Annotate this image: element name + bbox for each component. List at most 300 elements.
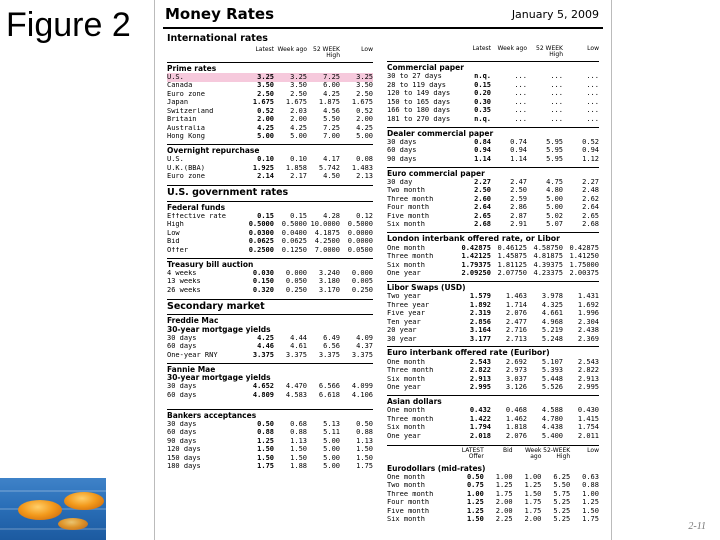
- table-row: [167, 124, 373, 133]
- row-label: 30 year: [387, 335, 417, 343]
- table-row: [167, 164, 373, 173]
- row-value: ...: [586, 72, 599, 81]
- row-value: 0.74: [510, 137, 527, 146]
- row-value: 0.52: [257, 106, 274, 115]
- row-value: 5.400: [541, 431, 563, 440]
- row-label: Six month: [387, 261, 425, 269]
- row-value: 3.177: [469, 334, 491, 343]
- table-row: [167, 229, 373, 238]
- row-value: 1.25: [524, 481, 542, 490]
- row-value: 1.25: [466, 506, 484, 515]
- row-value: 2.59: [510, 194, 527, 203]
- row-label: Five month: [387, 212, 430, 220]
- table-row: [167, 351, 373, 360]
- column-header: Latest Week ago 52 WEEK High Low: [255, 45, 373, 59]
- column-header-eurodollars: LATEST Offer Bid Week ago 52-WEEK High Low: [461, 446, 599, 460]
- row-value: 2.995: [577, 383, 599, 392]
- row-value: 1.75: [524, 498, 542, 507]
- row-value: ...: [514, 106, 527, 115]
- group-rows: [167, 212, 373, 255]
- row-value: 4.61: [290, 342, 307, 351]
- row-value: 5.50: [323, 115, 340, 124]
- row-value: 4.50: [323, 172, 340, 181]
- row-value: 0.15: [257, 211, 274, 220]
- row-value: n.q.: [474, 72, 491, 81]
- row-value: ...: [514, 97, 527, 106]
- table-row: [167, 383, 373, 392]
- table-row: [387, 367, 599, 376]
- row-value: 0.2500: [248, 245, 274, 254]
- table-row: [167, 334, 373, 343]
- row-value: 5.75: [553, 489, 571, 498]
- row-value: 1.45875: [497, 252, 527, 261]
- row-value: 2.64: [474, 203, 491, 212]
- row-value: 2.86: [510, 203, 527, 212]
- table-row: [167, 90, 373, 99]
- row-label: 181 to 270 days: [387, 115, 451, 123]
- row-value: 0.000: [285, 268, 307, 277]
- row-value: 5.248: [541, 334, 563, 343]
- row-value: 5.526: [541, 383, 563, 392]
- row-value: 0.10: [290, 155, 307, 164]
- table-row: [167, 73, 373, 82]
- row-value: 4.56: [323, 106, 340, 115]
- row-value: 2.00: [495, 506, 513, 515]
- row-value: 0.0625: [281, 237, 307, 246]
- row-value: 2.692: [505, 357, 527, 366]
- row-value: 2.62: [582, 194, 599, 203]
- row-label: Ten year: [387, 318, 421, 326]
- row-value: 2.011: [577, 431, 599, 440]
- row-label: 30 day: [387, 178, 413, 186]
- row-value: 3.25: [290, 72, 307, 81]
- row-value: 1.50: [257, 453, 274, 462]
- row-value: 3.978: [541, 292, 563, 301]
- row-value: 2.14: [257, 172, 274, 181]
- row-value: 0.5000: [347, 220, 373, 229]
- row-label: Euro zone: [167, 173, 205, 181]
- row-value: ...: [514, 80, 527, 89]
- row-value: 0.42875: [569, 243, 599, 252]
- row-value: 2.60: [474, 194, 491, 203]
- row-value: 5.742: [318, 163, 340, 172]
- table-row: [387, 178, 599, 187]
- row-value: ...: [550, 89, 563, 98]
- table-row: [167, 429, 373, 438]
- row-value: 1.463: [505, 292, 527, 301]
- table-row: [387, 90, 599, 99]
- row-label: 30 days: [167, 334, 197, 342]
- row-value: 0.0300: [248, 228, 274, 237]
- row-value: 5.11: [323, 428, 340, 437]
- row-value: 3.25: [257, 72, 274, 81]
- group-rows: [167, 383, 373, 400]
- row-value: 0.1250: [281, 245, 307, 254]
- group-rows: [387, 244, 599, 278]
- row-label: 60 days: [167, 429, 197, 437]
- row-value: 0.94: [582, 146, 599, 155]
- row-value: 1.41250: [569, 252, 599, 261]
- row-value: 1.00: [524, 472, 542, 481]
- row-value: 1.675: [285, 98, 307, 107]
- table-row: [167, 173, 373, 182]
- row-value: 6.00: [323, 81, 340, 90]
- row-value: 5.107: [541, 357, 563, 366]
- left-column: [167, 32, 373, 471]
- row-value: 5.00: [290, 132, 307, 141]
- table-row: [167, 391, 373, 400]
- row-value: 3.180: [318, 277, 340, 286]
- row-value: 0.10: [257, 155, 274, 164]
- table-row: [167, 420, 373, 429]
- row-value: 5.95: [546, 146, 563, 155]
- row-value: 4.809: [252, 390, 274, 399]
- table-row: [387, 309, 599, 318]
- row-value: 1.892: [469, 300, 491, 309]
- table-row: [387, 195, 599, 204]
- row-value: 1.996: [577, 309, 599, 318]
- row-value: 7.25: [323, 123, 340, 132]
- row-label: 90 days: [167, 437, 197, 445]
- row-value: 1.75: [257, 462, 274, 471]
- money-rates-table: [154, 0, 612, 540]
- group-title: Fannie Mae: [167, 363, 373, 374]
- row-label: One month: [387, 473, 425, 481]
- table-row: [167, 463, 373, 472]
- row-value: 5.393: [541, 366, 563, 375]
- row-label: Six month: [387, 424, 425, 432]
- row-label: Australia: [167, 124, 205, 132]
- table-row: [387, 358, 599, 367]
- row-value: 4.25: [356, 123, 373, 132]
- row-label: Four month: [387, 204, 430, 212]
- row-value: 1.75: [495, 489, 513, 498]
- row-value: ...: [586, 106, 599, 115]
- group-subtitle: 30-year mortgage yields: [167, 373, 271, 382]
- row-value: 1.14: [510, 154, 527, 163]
- row-value: 2.438: [577, 326, 599, 335]
- row-value: 4.09: [356, 333, 373, 342]
- row-value: 6.25: [553, 472, 571, 481]
- table-row: [167, 437, 373, 446]
- row-label: Offer: [167, 246, 189, 254]
- row-label: Three month: [387, 195, 434, 203]
- row-value: 5.50: [553, 481, 571, 490]
- row-value: ...: [550, 80, 563, 89]
- row-value: 0.52: [582, 137, 599, 146]
- row-value: 0.0000: [347, 237, 373, 246]
- row-value: 4.23375: [533, 269, 563, 278]
- row-value: 2.03: [290, 106, 307, 115]
- row-label: High: [167, 221, 184, 229]
- table-row: [387, 98, 599, 107]
- row-value: 1.692: [577, 300, 599, 309]
- row-value: 2.00: [495, 498, 513, 507]
- row-value: 2.995: [469, 383, 491, 392]
- group-rows: [387, 407, 599, 441]
- row-value: 1.579: [469, 292, 491, 301]
- row-value: ...: [550, 114, 563, 123]
- row-value: 0.20: [474, 89, 491, 98]
- group-title: Federal funds: [167, 201, 373, 212]
- table-row: [387, 244, 599, 253]
- row-value: 2.50: [356, 89, 373, 98]
- row-value: 0.88: [257, 428, 274, 437]
- row-value: 1.422: [469, 414, 491, 423]
- row-value: 2.17: [290, 172, 307, 181]
- row-value: 5.25: [553, 498, 571, 507]
- row-value: 6.618: [318, 390, 340, 399]
- row-label: 166 to 180 days: [387, 107, 451, 115]
- row-value: 2.48: [582, 186, 599, 195]
- row-value: 3.037: [505, 374, 527, 383]
- row-value: ...: [586, 89, 599, 98]
- row-value: 1.675: [252, 98, 274, 107]
- row-value: 5.00: [356, 132, 373, 141]
- page-number: 2-11: [688, 521, 706, 532]
- table-row: [167, 246, 373, 255]
- table-row: [387, 138, 599, 147]
- group-rows: [167, 156, 373, 182]
- row-label: Canada: [167, 82, 193, 90]
- group-rows: [167, 420, 373, 471]
- group-rows: [167, 73, 373, 141]
- row-value: 0.63: [582, 472, 599, 481]
- row-value: 2.68: [582, 220, 599, 229]
- row-value: 5.219: [541, 326, 563, 335]
- row-value: 0.000: [351, 268, 373, 277]
- row-value: 7.25: [323, 72, 340, 81]
- row-value: 4.470: [285, 382, 307, 391]
- row-value: 0.46125: [497, 243, 527, 252]
- row-value: ...: [514, 89, 527, 98]
- row-value: 4.25: [257, 123, 274, 132]
- row-value: 4.25: [323, 89, 340, 98]
- row-value: ...: [514, 72, 527, 81]
- row-label: One month: [387, 407, 425, 415]
- row-value: 3.375: [351, 350, 373, 359]
- group-rows: [387, 473, 599, 524]
- group-title: London interbank offered rate, or Libor: [387, 232, 599, 243]
- row-label: Three month: [387, 415, 434, 423]
- row-value: 1.818: [505, 423, 527, 432]
- row-value: 0.468: [505, 406, 527, 415]
- row-value: 0.75: [466, 481, 484, 490]
- row-label: Two year: [387, 293, 421, 301]
- table-row: [387, 204, 599, 213]
- row-value: 0.68: [290, 419, 307, 428]
- row-value: 0.94: [474, 146, 491, 155]
- row-value: 2.00: [356, 115, 373, 124]
- row-value: 1.25: [582, 498, 599, 507]
- row-value: 0.432: [469, 406, 491, 415]
- table-title: Money Rates: [165, 5, 275, 23]
- row-label: Euro zone: [167, 90, 205, 98]
- right-column: [387, 32, 599, 524]
- row-label: 180 days: [167, 463, 201, 471]
- row-value: 5.13: [323, 419, 340, 428]
- group-title: Commercial paper: [387, 61, 599, 72]
- row-label: 60 days: [167, 391, 197, 399]
- row-value: 2.913: [577, 374, 599, 383]
- row-label: Three month: [387, 490, 434, 498]
- row-label: Three month: [387, 253, 434, 261]
- table-row: [387, 155, 599, 164]
- row-label: 120 days: [167, 446, 201, 454]
- row-value: 2.543: [577, 357, 599, 366]
- table-row: [387, 261, 599, 270]
- row-label: Japan: [167, 99, 189, 107]
- table-row: [387, 473, 599, 482]
- row-value: 0.52: [356, 106, 373, 115]
- row-label: Bid: [167, 238, 180, 246]
- table-row: [167, 286, 373, 295]
- row-label: 20 year: [387, 327, 417, 335]
- row-label: 90 days: [387, 155, 417, 163]
- row-value: 2.91: [510, 220, 527, 229]
- table-row: [387, 407, 599, 416]
- row-label: 150 to 165 days: [387, 98, 451, 106]
- row-value: 4.58750: [533, 243, 563, 252]
- table-row: [387, 432, 599, 441]
- row-value: ...: [550, 97, 563, 106]
- group-title: Asian dollars: [387, 395, 599, 406]
- row-value: 6.566: [318, 382, 340, 391]
- row-value: 5.25: [553, 506, 571, 515]
- table-row: [387, 516, 599, 525]
- row-value: 2.68: [474, 220, 491, 229]
- row-label: Six month: [387, 375, 425, 383]
- row-value: 1.81125: [497, 260, 527, 269]
- row-value: 4.37: [356, 342, 373, 351]
- row-value: 0.50: [257, 419, 274, 428]
- row-value: 0.0000: [347, 228, 373, 237]
- row-value: 1.88: [290, 462, 307, 471]
- group-title: Libor Swaps (USD): [387, 281, 599, 292]
- row-value: ...: [550, 72, 563, 81]
- group-title: Euro commercial paper: [387, 167, 599, 178]
- header-rule: [163, 27, 603, 29]
- row-value: 0.88: [290, 428, 307, 437]
- section-title-usgov: U.S. government rates: [167, 187, 289, 198]
- row-value: 0.030: [252, 268, 274, 277]
- row-value: 4.583: [285, 390, 307, 399]
- row-value: 2.27: [582, 177, 599, 186]
- group-rows: [167, 269, 373, 295]
- row-value: 4.652: [252, 382, 274, 391]
- row-value: 1.25: [466, 498, 484, 507]
- row-value: 1.415: [577, 414, 599, 423]
- figure-title: Figure 2: [6, 6, 131, 44]
- row-label: 30 days: [387, 138, 417, 146]
- row-value: 4.325: [541, 300, 563, 309]
- row-value: ...: [586, 80, 599, 89]
- row-value: 3.50: [356, 81, 373, 90]
- group-rows: [387, 292, 599, 343]
- table-row: [387, 187, 599, 196]
- row-value: 2.65: [582, 211, 599, 220]
- group-title: Euro interbank offered rate (Euribor): [387, 346, 599, 357]
- row-value: 4.75: [546, 177, 563, 186]
- row-value: 4.25: [290, 123, 307, 132]
- row-value: 3.50: [257, 81, 274, 90]
- row-value: 2.00: [290, 115, 307, 124]
- row-value: 1.714: [505, 300, 527, 309]
- row-label: 30 days: [167, 383, 197, 391]
- table-row: [167, 238, 373, 247]
- row-value: 2.13: [356, 172, 373, 181]
- table-row: [387, 384, 599, 393]
- row-value: 4.44: [290, 333, 307, 342]
- row-value: 1.50: [356, 445, 373, 454]
- row-label: Switzerland: [167, 107, 214, 115]
- table-row: [167, 446, 373, 455]
- table-row: [387, 269, 599, 278]
- row-value: 4.39375: [533, 260, 563, 269]
- group-rows: [167, 334, 373, 360]
- row-value: 5.00: [323, 445, 340, 454]
- table-row: [387, 415, 599, 424]
- row-label: Three year: [387, 301, 430, 309]
- section-title-international: International rates: [167, 33, 268, 44]
- row-value: 1.13: [290, 436, 307, 445]
- row-value: 2.076: [505, 309, 527, 318]
- row-value: 6.49: [323, 333, 340, 342]
- row-value: 3.170: [318, 285, 340, 294]
- row-value: 1.75: [524, 506, 542, 515]
- row-label: U.S.: [167, 156, 184, 164]
- row-value: 0.0400: [281, 228, 307, 237]
- row-value: 0.35: [474, 106, 491, 115]
- column-header: Latest Week ago 52 WEEK High Low: [472, 45, 599, 58]
- row-value: 5.00: [323, 436, 340, 445]
- row-value: 5.448: [541, 374, 563, 383]
- group-title: Bankers acceptances: [167, 409, 373, 420]
- table-row: [387, 252, 599, 261]
- group-rows: [387, 178, 599, 229]
- row-value: 3.164: [469, 326, 491, 335]
- row-value: n.q.: [474, 114, 491, 123]
- row-label: One month: [387, 358, 425, 366]
- row-value: 0.5000: [281, 220, 307, 229]
- row-value: 2.64: [582, 203, 599, 212]
- row-value: 1.50: [356, 453, 373, 462]
- table-row: [167, 278, 373, 287]
- row-label: Two month: [387, 187, 425, 195]
- row-value: 5.00: [323, 462, 340, 471]
- row-label: Britain: [167, 116, 197, 124]
- row-value: 2.00: [257, 115, 274, 124]
- table-row: [387, 424, 599, 433]
- row-value: 5.00: [546, 203, 563, 212]
- row-value: 0.005: [351, 277, 373, 286]
- table-row: [167, 107, 373, 116]
- row-value: 0.88: [356, 428, 373, 437]
- row-value: 0.94: [510, 146, 527, 155]
- row-value: 2.50: [257, 89, 274, 98]
- row-value: 4.81875: [533, 252, 563, 261]
- row-value: 1.50: [290, 445, 307, 454]
- table-row: [387, 375, 599, 384]
- row-label: 150 days: [167, 454, 201, 462]
- row-label: Five month: [387, 507, 430, 515]
- row-value: 1.50: [582, 506, 599, 515]
- row-value: 0.08: [356, 155, 373, 164]
- row-value: 2.87: [510, 211, 527, 220]
- table-row: [387, 326, 599, 335]
- row-label: 26 weeks: [167, 286, 201, 294]
- table-row: [387, 301, 599, 310]
